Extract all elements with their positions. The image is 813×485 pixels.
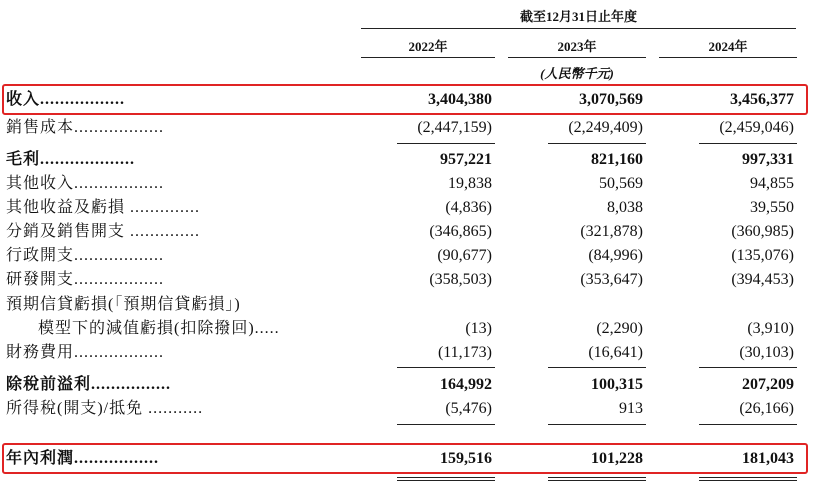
cell-2023: 3,070,569: [579, 91, 643, 108]
total-double-rule-2024b: [699, 480, 797, 481]
cell-2024: (3,910): [747, 320, 794, 337]
highlight-box-revenue: [2, 84, 808, 115]
cell-2022: (2,447,159): [417, 119, 492, 136]
row-label: 分銷及銷售開支 ..............: [6, 223, 201, 240]
cell-2022: (346,865): [429, 223, 492, 240]
subtotal-rule-2023: [548, 143, 646, 144]
table-row-income-tax: [0, 397, 813, 421]
cell-2022: 957,221: [440, 151, 492, 168]
table-row-other-income: [0, 172, 813, 196]
subtotal-rule-2024: [699, 367, 797, 368]
cell-2022: (4,836): [445, 199, 492, 216]
cell-2024: (2,459,046): [719, 119, 794, 136]
cell-2022: (90,677): [437, 247, 492, 264]
subtotal-rule-2022: [397, 424, 495, 425]
row-label: 模型下的減值虧損(扣除撥回).....: [38, 320, 280, 337]
cell-2024: (360,985): [731, 223, 794, 240]
table-row-ecl-heading: [0, 293, 813, 317]
cell-2024: 39,550: [750, 199, 794, 216]
cell-2024: 997,331: [742, 151, 794, 168]
table-row-administrative: [0, 244, 813, 268]
cell-2024: (135,076): [731, 247, 794, 264]
cell-2023: 913: [619, 400, 643, 417]
row-label: 其他收益及虧損 ..............: [6, 199, 201, 216]
subtotal-rule-2022: [397, 367, 495, 368]
row-label: 所得稅(開支)/抵免 ...........: [6, 400, 204, 417]
row-label: 財務費用..................: [6, 344, 165, 361]
table-row-profit-before-tax: [0, 373, 813, 397]
cell-2023: (16,641): [588, 344, 643, 361]
total-double-rule-2023: [548, 477, 646, 478]
cell-2024: (26,166): [739, 400, 794, 417]
cell-2024: 207,209: [742, 376, 794, 393]
row-label: 銷售成本..................: [6, 119, 165, 136]
cell-2023: (321,878): [580, 223, 643, 240]
cell-2022: 19,838: [448, 175, 492, 192]
cell-2023: 50,569: [599, 175, 643, 192]
table-row-other-gains-losses: [0, 196, 813, 220]
total-double-rule-2022b: [397, 480, 495, 481]
year-header-2023: 2023年: [557, 39, 597, 54]
row-label: 其他收入..................: [6, 175, 165, 192]
table-row-research-development: [0, 268, 813, 292]
year-header-2024: 2024年: [708, 39, 748, 54]
cell-2023: 8,038: [607, 199, 643, 216]
cell-2023: (353,647): [580, 271, 643, 288]
table-row-distribution-selling: [0, 220, 813, 244]
cell-2024: 181,043: [742, 450, 794, 467]
cell-2022: (358,503): [429, 271, 492, 288]
period-title: 截至12月31日止年度: [519, 9, 637, 24]
cell-2023: (2,290): [596, 320, 643, 337]
total-double-rule-2023b: [548, 480, 646, 481]
subtotal-rule-2023: [548, 424, 646, 425]
cell-2024: 3,456,377: [730, 91, 794, 108]
subtotal-rule-2023: [548, 367, 646, 368]
cell-2022: (5,476): [445, 400, 492, 417]
row-label: 收入.................: [6, 91, 126, 108]
cell-2023: (2,249,409): [568, 119, 643, 136]
year-rule-2023: [508, 57, 646, 58]
row-label: 預期信貸虧損(「預期信貸虧損」): [6, 296, 241, 313]
cell-2024: (30,103): [739, 344, 794, 361]
table-row-cost-of-sales: [0, 116, 813, 140]
cell-2022: (13): [465, 320, 492, 337]
row-label: 行政開支..................: [6, 247, 165, 264]
cell-2024: (394,453): [731, 271, 794, 288]
year-rule-2024: [659, 57, 797, 58]
subtotal-rule-2024: [699, 143, 797, 144]
row-label: 年內利潤.................: [6, 450, 160, 467]
row-label: 研發開支..................: [6, 271, 165, 288]
cell-2022: 159,516: [440, 450, 492, 467]
subtotal-rule-2022: [397, 143, 495, 144]
cell-2023: (84,996): [588, 247, 643, 264]
cell-2022: 164,992: [440, 376, 492, 393]
row-label: 毛利...................: [6, 151, 136, 168]
row-label: 除稅前溢利................: [6, 376, 172, 393]
year-rule-2022: [361, 57, 495, 58]
table-row-impairment-losses: [0, 317, 813, 341]
cell-2024: 94,855: [750, 175, 794, 192]
cell-2023: 821,160: [591, 151, 643, 168]
highlight-box-profit-for-year: [2, 443, 808, 474]
year-header-2022: 2022年: [408, 39, 448, 54]
subtotal-rule-2024: [699, 424, 797, 425]
cell-2022: (11,173): [437, 344, 492, 361]
total-double-rule-2022: [397, 477, 495, 478]
unit-label: (人民幣千元): [540, 66, 614, 81]
cell-2023: 100,315: [591, 376, 643, 393]
total-double-rule-2024: [699, 477, 797, 478]
cell-2023: 101,228: [591, 450, 643, 467]
cell-2022: 3,404,380: [428, 91, 492, 108]
table-row-finance-costs: [0, 341, 813, 365]
header-rule-top: [361, 28, 796, 29]
table-row-gross-profit: [0, 148, 813, 172]
